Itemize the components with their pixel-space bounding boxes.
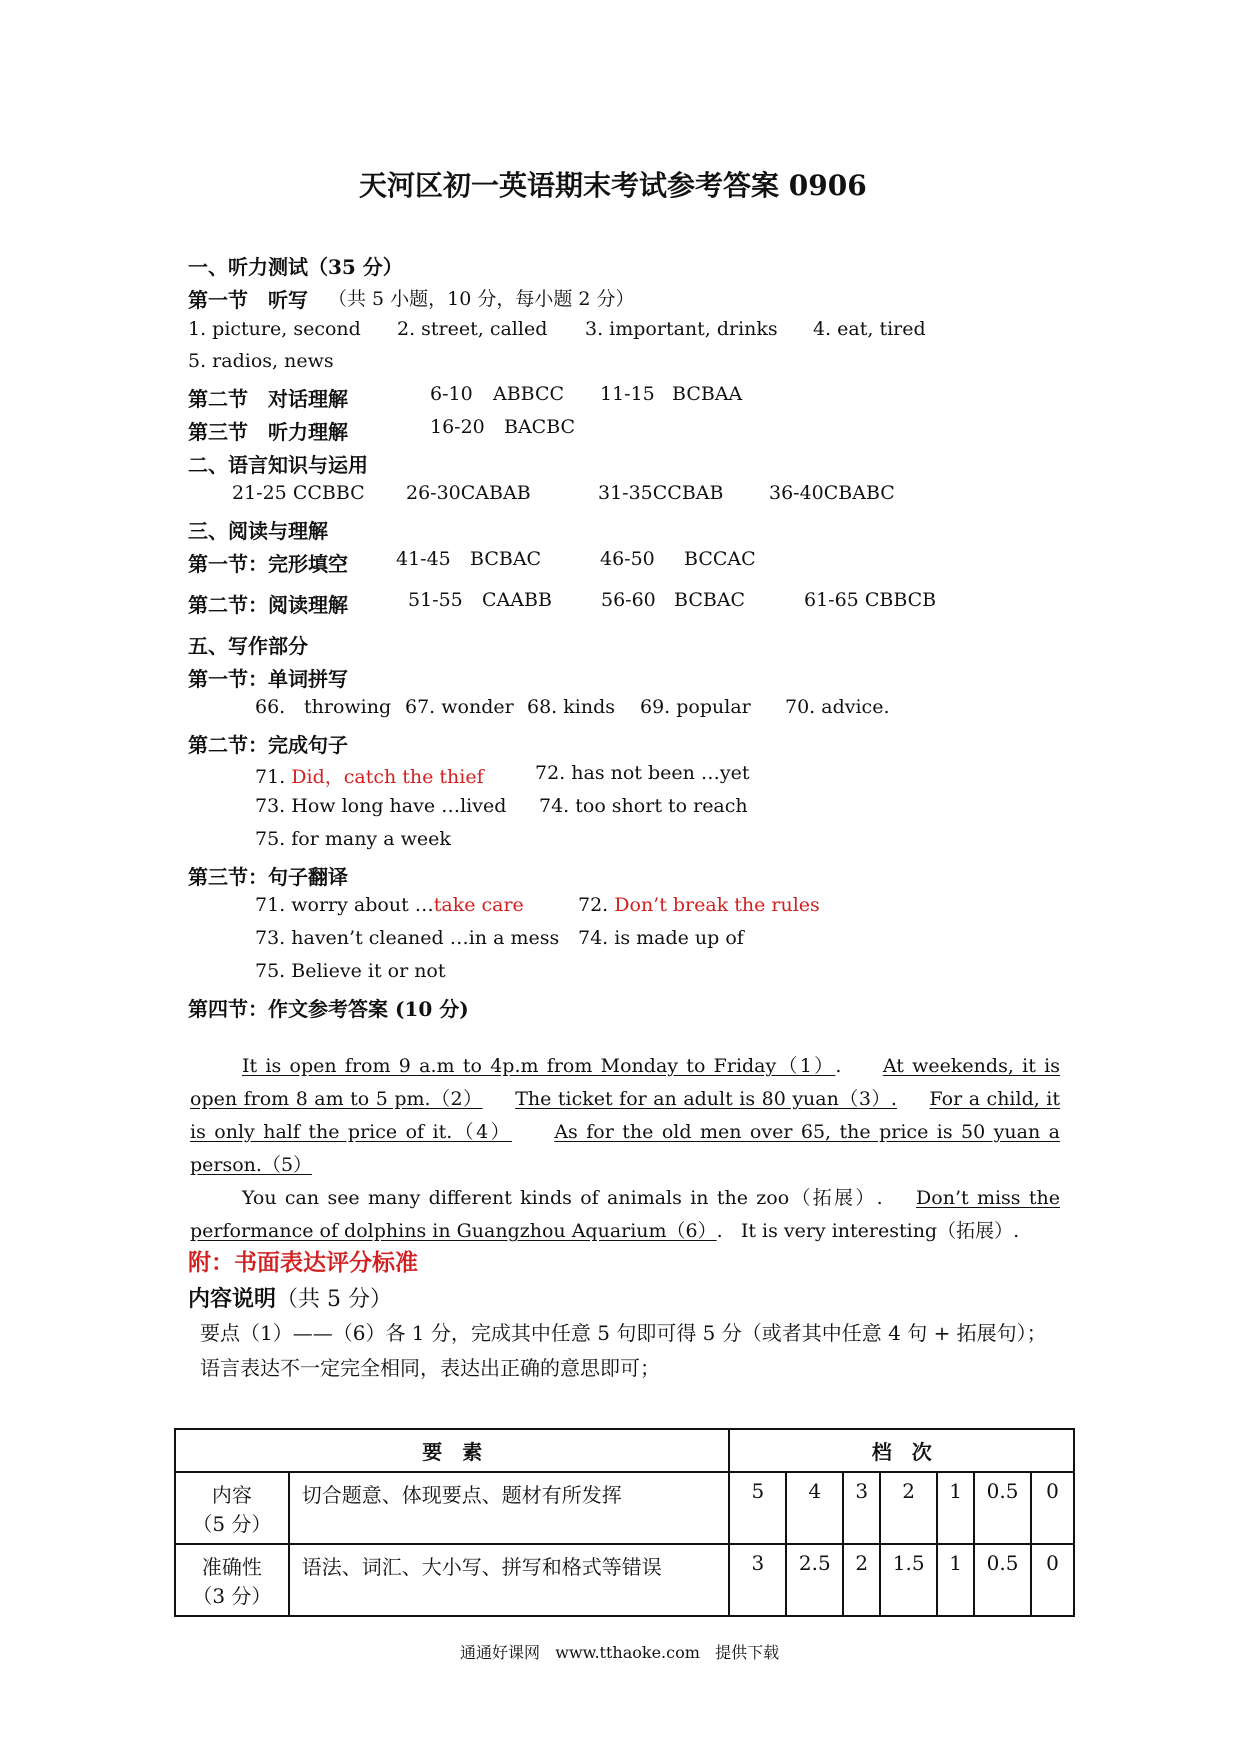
subsection-label-dialogue: 第二节 对话理解 <box>188 387 348 411</box>
table-row <box>175 1472 1074 1544</box>
essay-point-6: Don’t miss the performance of dolphins in Guangzhou Aquarium（6） <box>190 1187 1060 1242</box>
answer-item: 36-40CBABC <box>769 482 895 504</box>
answer-number: 72. <box>578 894 609 916</box>
answer-letters: BCBAC <box>470 548 542 570</box>
answer-item: 26-30CABAB <box>406 482 531 504</box>
table-header-row <box>175 1429 1074 1472</box>
table-row <box>175 1544 1074 1616</box>
answer-range: 51-55 <box>408 589 463 611</box>
answer-item: throwing <box>304 696 392 718</box>
answer-highlight: Don’t break the rules <box>614 894 820 916</box>
essay-point-4: For a child, it is only half the price of it.（4） <box>190 1088 1061 1143</box>
subsection-score: (10 分) <box>394 997 469 1021</box>
answer-item: 5. radios, news <box>188 350 334 372</box>
table-cell-level: 1.5 <box>880 1544 937 1616</box>
category-score: （3 分） <box>192 1584 272 1608</box>
table-cell-level: 3 <box>729 1544 786 1616</box>
answer-letters: BCBAA <box>672 383 743 405</box>
answer-number: 66. <box>255 696 286 718</box>
answer-item: 31-35CCBAB <box>598 482 724 504</box>
page-footer <box>460 1640 779 1663</box>
table-cell-level: 0.5 <box>974 1472 1031 1544</box>
answer-item: 61-65 CBBCB <box>804 589 937 611</box>
subsection-label-listening: 第三节 听力理解 <box>188 420 348 444</box>
table-cell-category <box>175 1472 289 1544</box>
subsection-label-spelling: 第一节：单词拼写 <box>188 667 348 691</box>
answer-item: 74. too short to reach <box>539 795 748 817</box>
essay-punct: . <box>716 1220 723 1242</box>
subsection-note: （共 5 小题，10 分，每小题 2 分） <box>328 288 635 310</box>
answer-range: 41-45 <box>396 548 451 570</box>
answer-item: 73. haven’t cleaned …in a mess <box>255 927 560 949</box>
answer-item: 69. popular <box>640 696 751 718</box>
footer-site: 通通好课网 <box>460 1643 541 1662</box>
table-cell-level: 1 <box>937 1544 974 1616</box>
subsection-label-dictation: 第一节 听写 <box>188 288 308 312</box>
answer-item: 68. kinds <box>527 696 615 718</box>
answer-item <box>255 762 484 789</box>
subsection-label-comprehension: 第二节：阅读理解 <box>188 593 348 617</box>
essay-paragraph <box>190 1050 1060 1182</box>
answer-letters: BACBC <box>504 416 576 438</box>
subsection-label-essay <box>188 993 469 1022</box>
answer-item: 75. Believe it or not <box>255 960 446 982</box>
answer-item: 3. important, drinks <box>585 318 778 340</box>
subsection-label-text: 第四节：作文参考答案 <box>188 997 388 1021</box>
answer-highlight: take care <box>433 894 524 916</box>
essay-extension: It is very interesting（拓展）. <box>740 1220 1020 1242</box>
answer-range: 56-60 <box>601 589 656 611</box>
essay-point-3: The ticket for an adult is 80 yuan（3）. <box>515 1088 897 1110</box>
answer-range: 11-15 <box>600 383 655 405</box>
essay-extension: You can see many different kinds of animals in the zoo（拓展）. <box>242 1187 883 1209</box>
section-heading-language: 二、语言知识与运用 <box>188 453 368 477</box>
answer-item: 70. advice. <box>785 696 890 718</box>
answer-range: 46-50 <box>600 548 655 570</box>
section-heading-reading: 三、阅读与理解 <box>188 519 328 543</box>
table-cell-description: 切合题意、体现要点、题材有所发挥 <box>289 1472 730 1544</box>
table-cell-category <box>175 1544 289 1616</box>
answer-item: 4. eat, tired <box>813 318 926 340</box>
answer-item: 2. street, called <box>397 318 548 340</box>
essay-point-2: At weekends, it is open from 8 am to 5 pm.（2） <box>190 1055 1060 1110</box>
content-description-body: 要点（1）——（6）各 1 分，完成其中任意 5 句即可得 5 分（或者其中任意 4 句 + 拓展句）；语言表达不一定完全相同，表达出正确的意思即可； <box>200 1321 1047 1380</box>
table-cell-level: 0.5 <box>974 1544 1031 1616</box>
answer-range: 6-10 <box>430 383 473 405</box>
table-header-levels: 档 次 <box>729 1429 1074 1472</box>
answer-text: 71. worry about … <box>255 894 434 916</box>
section-heading-writing: 五、写作部分 <box>188 634 308 658</box>
answer-item: 74. is made up of <box>578 927 744 949</box>
answer-item: 21-25 CCBBC <box>232 482 365 504</box>
answer-letters: ABBCC <box>493 383 565 405</box>
answer-item: 67. wonder <box>405 696 514 718</box>
answer-highlight: Did，catch the thief <box>291 766 484 788</box>
essay-reference-answer <box>190 1050 1060 1248</box>
scoring-standard-title: 附：书面表达评分标准 <box>188 1249 418 1276</box>
table-cell-level: 0 <box>1031 1544 1074 1616</box>
table-cell-level: 2.5 <box>786 1544 843 1616</box>
footer-url[interactable]: www.tthaoke.com <box>555 1643 700 1662</box>
answer-item: 1. picture, second <box>188 318 361 340</box>
category-label: 内容 <box>211 1483 252 1507</box>
essay-punct: . <box>835 1055 842 1077</box>
essay-paragraph <box>190 1182 1060 1248</box>
table-header-elements: 要 素 <box>175 1429 729 1472</box>
category-label: 准确性 <box>201 1555 262 1579</box>
section-heading-listening: 一、听力测试（35 分） <box>188 255 403 279</box>
answer-item <box>578 894 820 916</box>
answer-letters: BCBAC <box>674 589 746 611</box>
table-cell-level: 4 <box>786 1472 843 1544</box>
page-title: 天河区初一英语期末考试参考答案 0906 <box>359 169 867 202</box>
answer-item: 75. for many a week <box>255 828 451 850</box>
answer-item: 73. How long have …lived <box>255 795 507 817</box>
subsection-label-cloze: 第一节：完形填空 <box>188 552 348 576</box>
table-cell-level: 1 <box>937 1472 974 1544</box>
answer-letters: CAABB <box>482 589 552 611</box>
answer-item <box>255 894 524 916</box>
table-cell-description: 语法、词汇、大小写、拼写和格式等错误 <box>289 1544 730 1616</box>
subsection-label-sentences: 第二节：完成句子 <box>188 733 348 757</box>
answer-letters: BCCAC <box>684 548 756 570</box>
content-score: （共 5 分） <box>276 1287 392 1312</box>
table-cell-level: 0 <box>1031 1472 1074 1544</box>
answer-number: 71. <box>255 766 286 788</box>
essay-point-5: As for the old men over 65, the price is 50 yuan a person.（5） <box>190 1121 1061 1176</box>
answer-item: 72. has not been …yet <box>535 762 750 784</box>
content-label: 内容说明 <box>188 1286 277 1312</box>
table-cell-level: 3 <box>843 1472 880 1544</box>
table-cell-level: 2 <box>880 1472 937 1544</box>
table-cell-level: 2 <box>843 1544 880 1616</box>
content-description-heading <box>188 1282 392 1313</box>
footer-suffix: 提供下载 <box>715 1643 780 1662</box>
table-cell-level: 5 <box>729 1472 786 1544</box>
scoring-table <box>174 1428 1075 1617</box>
subsection-label-translation: 第三节：句子翻译 <box>188 865 348 889</box>
answer-range: 16-20 <box>430 416 485 438</box>
essay-point-1: It is open from 9 a.m to 4p.m from Monday to Friday（1） <box>242 1055 836 1077</box>
category-score: （5 分） <box>192 1512 272 1536</box>
